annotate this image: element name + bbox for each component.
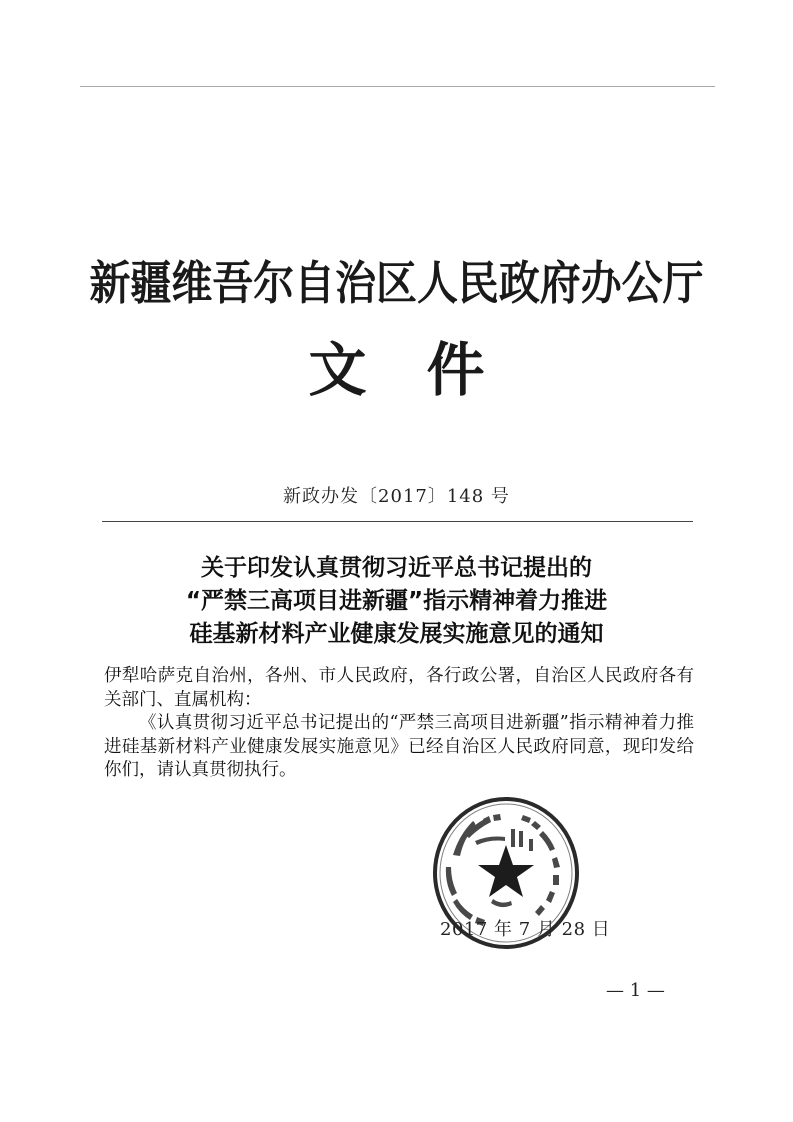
- issuer-name: 新疆维吾尔自治区人民政府办公厅: [89, 256, 704, 310]
- separator-rule: [102, 521, 693, 522]
- title-line: “严禁三高项目进新疆”指示精神着力推进: [185, 588, 608, 614]
- document-type: 文件: [308, 336, 545, 404]
- top-rule: [80, 86, 715, 87]
- page-number: — 1 —: [606, 980, 665, 1001]
- seal-star: [478, 845, 534, 897]
- document-body: [104, 665, 694, 783]
- document-number: 新政办发〔2017〕148 号: [283, 486, 510, 507]
- title-line: 关于印发认真贯彻习近平总书记提出的: [201, 555, 592, 581]
- title-line: 硅基新材料产业健康发展实施意见的通知: [189, 621, 604, 647]
- document-title: [0, 552, 793, 651]
- issue-date: 2017 年 7 月 28 日: [440, 919, 611, 940]
- recipients: 伊犁哈萨克自治州，各州、市人民政府，各行政公署，自治区人民政府各有关部门、直属机构：: [104, 666, 694, 710]
- body-paragraph: 《认真贯彻习近平总书记提出的“严禁三高项目进新疆”指示精神着力推进硅基新材料产业健康发展实施意见》已经自治区人民政府同意，现印发给你们，请认真贯彻执行。: [104, 713, 694, 780]
